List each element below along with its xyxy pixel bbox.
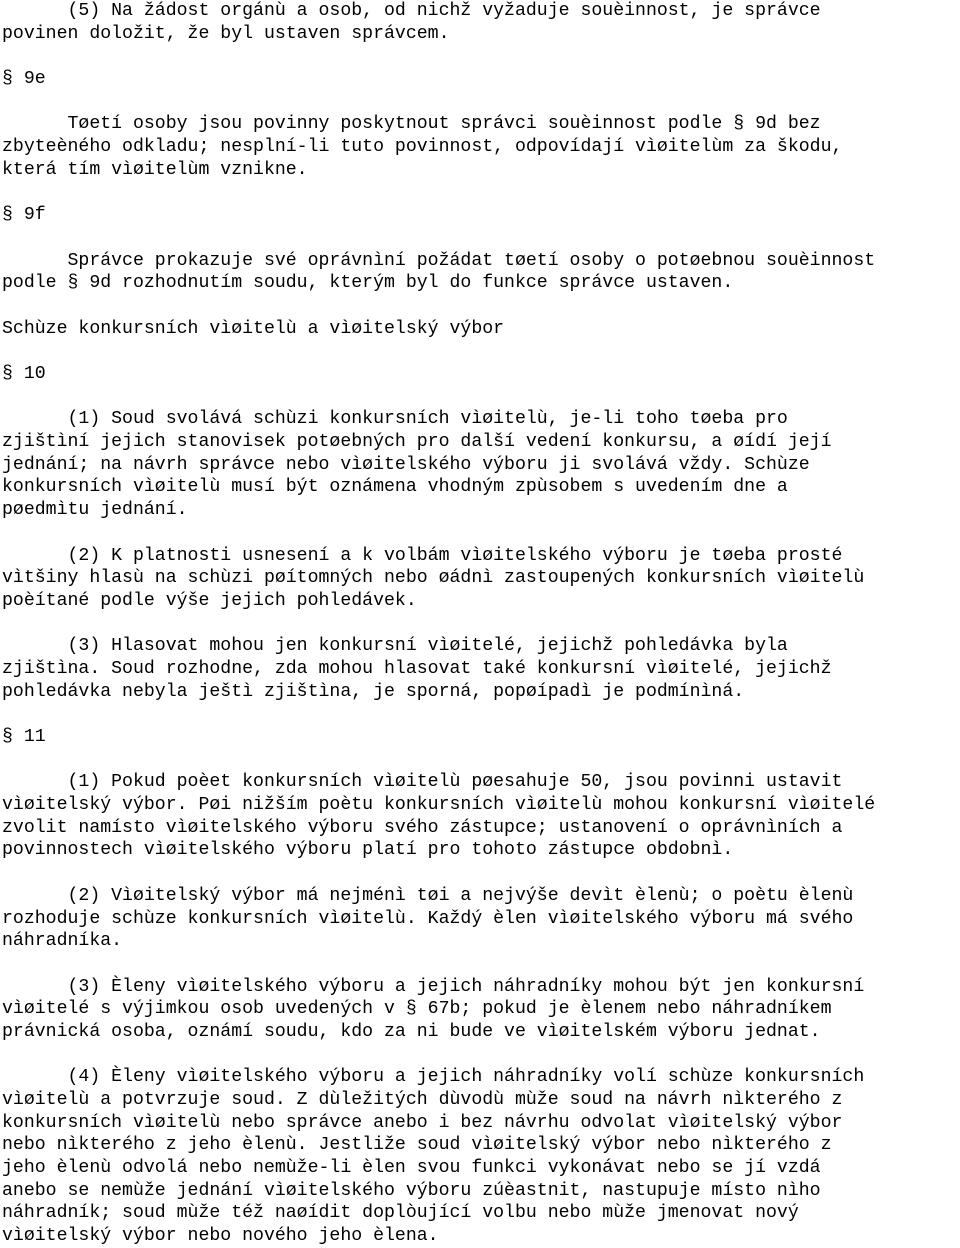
text-line: (3) Hlasovat mohou jen konkursní vìøitelé, jejichž pohledávka byla	[2, 636, 788, 657]
text-line	[2, 953, 960, 976]
text-line: zvolit namísto vìøitelského výboru svého zástupce; ustanovení o oprávnìních a	[2, 817, 843, 838]
text-line	[2, 386, 960, 409]
text-line: vìtšiny hlasù na schùzi pøítomných nebo øádnì zastoupených konkursních vìøitelù	[2, 568, 865, 589]
text-line: (4) Èleny vìøitelského výboru a jejich náhradníky volí schùze konkursních	[2, 1067, 865, 1088]
text-line: náhradníka.	[2, 931, 123, 952]
text-line: náhradník; soud mùže též naøídit doplòující volbu nebo mùže jmenovat nový	[2, 1203, 799, 1224]
text-line: (3) Èleny vìøitelského výboru a jejich náhradníky mohou být jen konkursní	[2, 976, 865, 997]
text-line	[2, 295, 960, 318]
text-line	[2, 340, 960, 363]
text-line	[2, 522, 960, 545]
text-line: která tím vìøitelùm vznikne.	[2, 159, 308, 180]
text-line: Schùze konkursních vìøitelù a vìøitelský výbor	[2, 318, 505, 339]
text-line: konkursních vìøitelù nebo správce anebo i bez návrhu odvolat vìøitelský výbor	[2, 1112, 843, 1133]
text-line: nebo nìkterého z jeho èlenù. Jestliže soud vìøitelský výbor nebo nìkterého z	[2, 1135, 832, 1156]
text-line	[2, 227, 960, 250]
text-line: § 9f	[2, 205, 46, 226]
text-line	[2, 703, 960, 726]
text-line: (2) K platnosti usnesení a k volbám vìøitelského výboru je tøeba prosté	[2, 545, 843, 566]
text-line: vìøitelù a potvrzuje soud. Z dùležitých dùvodù mùže soud na návrh nìkterého z	[2, 1090, 843, 1110]
text-line: pohledávka nebyla ještì zjištìna, je sporná, popøípadì je podmínìná.	[2, 681, 745, 702]
text-line: vìøitelé s výjimkou osob uvedených v § 67b; pokud je èlenem nebo náhradníkem	[2, 999, 832, 1020]
text-line: § 10	[2, 364, 46, 384]
text-line	[2, 1044, 960, 1067]
text-line: povinnostech vìøitelského výboru platí pro tohoto zástupce obdobnì.	[2, 840, 734, 861]
text-line: zjištìna. Soud rozhodne, zda mohou hlasovat také konkursní vìøitelé, jejichž	[2, 658, 832, 679]
text-line	[2, 749, 960, 772]
text-line: konkursních vìøitelù musí být oznámena vhodným zpùsobem s uvedením dne a	[2, 477, 788, 498]
text-line: poèítané podle výše jejich pohledávek.	[2, 590, 417, 611]
text-line	[2, 862, 960, 885]
text-line: jednání; na návrh správce nebo vìøitelského výboru ji svolává vždy. Schùze	[2, 454, 810, 475]
text-line: zjištìní jejich stanovisek potøebných pro další vedení konkursu, a øídí její	[2, 432, 832, 453]
text-line: vìøitelský výbor. Pøi nižším poètu konkursních vìøitelù mohou konkursní vìøitelé	[2, 795, 876, 816]
document-text	[2, 0, 960, 1248]
text-line	[2, 91, 960, 114]
text-line: povinen doložit, že byl ustaven správcem.	[2, 23, 450, 44]
text-line: (1) Pokud poèet konkursních vìøitelù pøesahuje 50, jsou povinni ustavit	[2, 772, 843, 793]
text-line: Tøetí osoby jsou povinny poskytnout správci souèinnost podle § 9d bez	[2, 114, 821, 135]
text-line: § 9e	[2, 69, 46, 90]
text-line: (1) Soud svolává schùzi konkursních vìøitelù, je-li toho tøeba pro	[2, 409, 788, 430]
text-line: podle § 9d rozhodnutím soudu, kterým byl do funkce správce ustaven.	[2, 273, 734, 294]
text-line: (5) Na žádost orgánù a osob, od nichž vyžaduje souèinnost, je správce	[2, 1, 821, 21]
text-line	[2, 182, 960, 205]
text-line: zbyteèného odkladu; nesplní-li tuto povinnost, odpovídají vìøitelùm za škodu,	[2, 137, 843, 158]
text-line: rozhoduje schùze konkursních vìøitelù. Každý èlen vìøitelského výboru má svého	[2, 908, 854, 929]
text-line: anebo se nemùže jednání vìøitelského výboru zúèastnit, nastupuje místo nìho	[2, 1180, 821, 1201]
text-line	[2, 45, 960, 68]
text-line: jeho èlenù odvolá nebo nemùže-li èlen svou funkci vykonávat nebo se jí vzdá	[2, 1158, 821, 1179]
text-line: pøedmìtu jednání.	[2, 500, 188, 521]
text-line: § 11	[2, 727, 46, 747]
text-line	[2, 613, 960, 636]
text-line: právnická osoba, oznámí soudu, kdo za ni bude ve vìøitelském výboru jednat.	[2, 1021, 821, 1042]
text-line: vìøitelský výbor nebo nového jeho èlena.	[2, 1226, 439, 1247]
text-line: (2) Vìøitelský výbor má nejménì tøi a nejvýše devìt èlenù; o poètu èlenù	[2, 885, 854, 906]
text-line: Správce prokazuje své oprávnìní požádat tøetí osoby o potøebnou souèinnost	[2, 250, 876, 271]
